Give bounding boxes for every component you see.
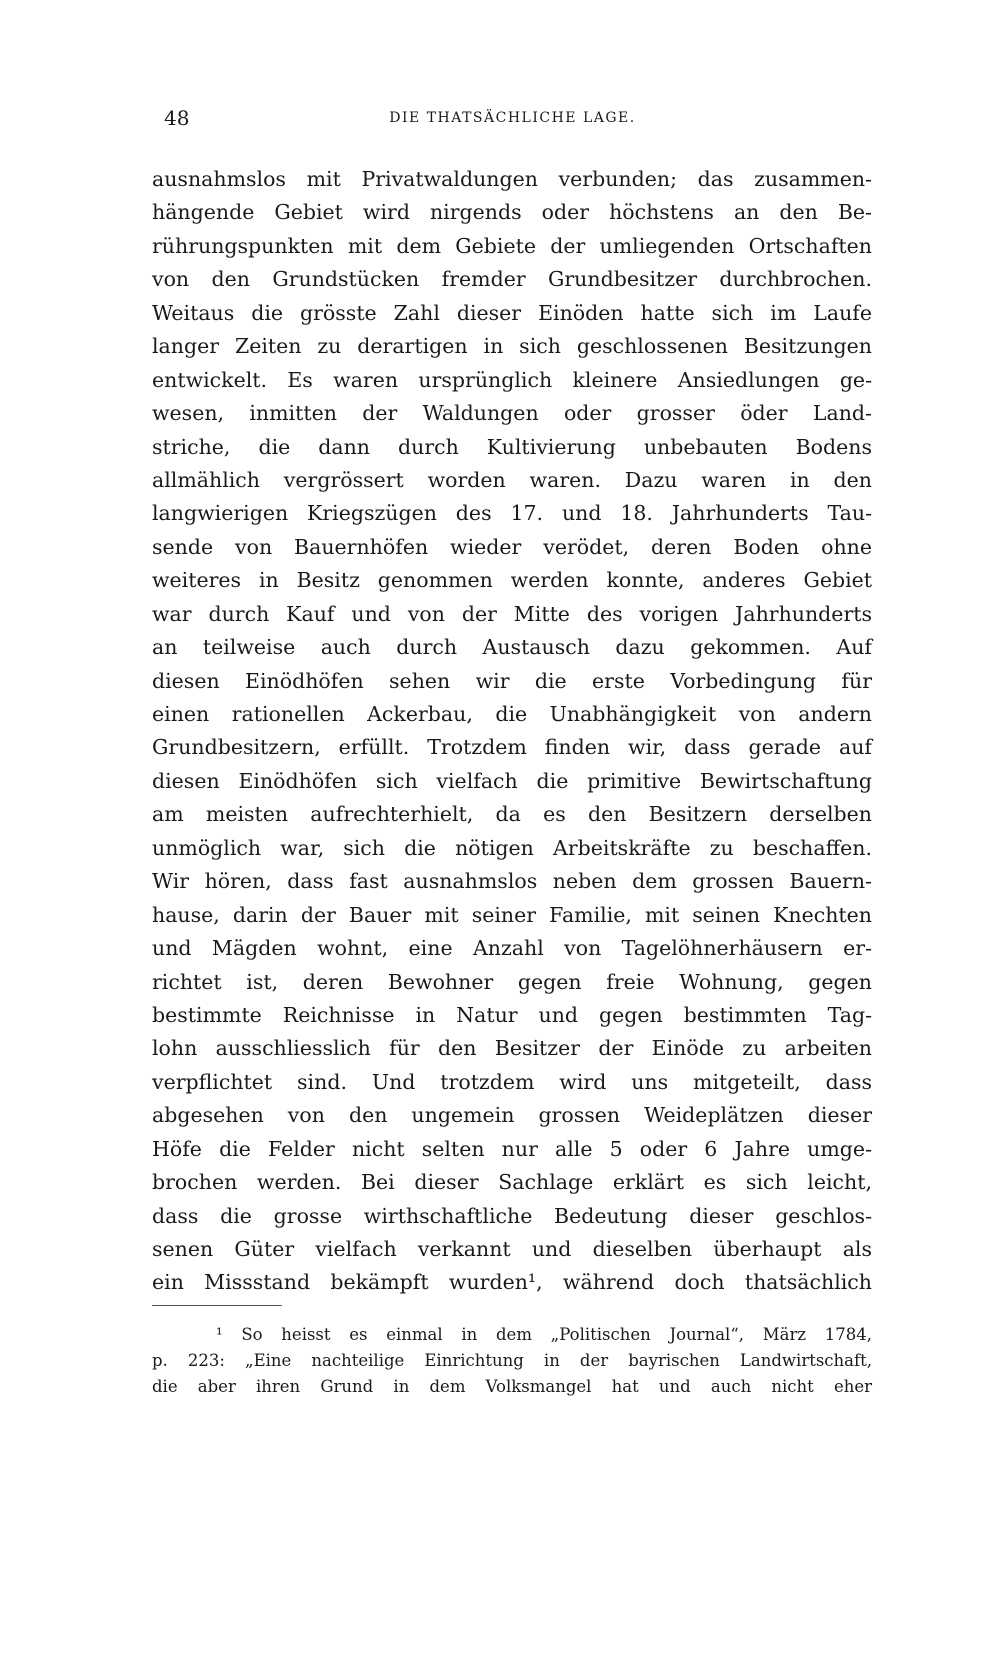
text-line: langwierigen Kriegszügen des 17. und 18. Jahrhunderts Tau-: [152, 501, 872, 526]
text-line: hause, darin der Bauer mit seiner Familie, mit seinen Knechten: [152, 902, 872, 927]
footnote-line: die aber ihren Grund in dem Volksmangel hat und auch nicht eher: [152, 1377, 872, 1396]
text-line: Höfe die Felder nicht selten nur alle 5 oder 6 Jahre umge-: [152, 1136, 872, 1161]
text-line: verpflichtet sind. Und trotzdem wird uns mitgeteilt, dass: [152, 1069, 872, 1094]
text-line: rührungspunkten mit dem Gebiete der umliegenden Ortschaften: [152, 233, 872, 258]
text-line: abgesehen von den ungemein grossen Weideplätzen dieser: [152, 1103, 872, 1128]
body-text: [152, 163, 872, 1300]
text-line: wesen, inmitten der Waldungen oder grosser öder Land-: [152, 401, 872, 426]
text-line: senen Güter vielfach verkannt und dieselben überhaupt als: [152, 1237, 872, 1261]
text-line: hängende Gebiet wird nirgends oder höchstens an den Be-: [152, 200, 872, 225]
text-line: diesen Einödhöfen sich vielfach die primitive Bewirtschaftung: [152, 768, 872, 793]
text-line: langer Zeiten zu derartigen in sich geschlossenen Besitzungen: [152, 334, 872, 359]
text-line: ausnahmslos mit Privatwaldungen verbunden; das zusammen-: [152, 167, 872, 191]
text-line: richtet ist, deren Bewohner gegen freie Wohnung, gegen: [152, 969, 872, 994]
text-line: sende von Bauernhöfen wieder verödet, deren Boden ohne: [152, 534, 872, 559]
footnote-line: ¹ So heisst es einmal in dem „Politischen Journal“, März 1784,: [216, 1325, 872, 1344]
text-line: war durch Kauf und von der Mitte des vorigen Jahrhunderts: [152, 601, 872, 626]
text-line: von den Grundstücken fremder Grundbesitzer durchbrochen.: [152, 267, 872, 292]
text-line: Weitaus die grösste Zahl dieser Einöden hatte sich im Laufe: [152, 300, 872, 325]
text-line: dass die grosse wirthschaftliche Bedeutung dieser geschlos-: [152, 1203, 872, 1228]
text-line: striche, die dann durch Kultivierung unbebauten Bodens: [152, 434, 872, 459]
footnote-line: p. 223: „Eine nachteilige Einrichtung in der bayrischen Landwirtschaft,: [152, 1351, 872, 1370]
page-header: [150, 106, 875, 136]
text-line: unmöglich war, sich die nötigen Arbeitskräfte zu beschaffen.: [152, 835, 872, 860]
text-line: lohn ausschliesslich für den Besitzer der Einöde zu arbeiten: [152, 1036, 872, 1061]
text-line: brochen werden. Bei dieser Sachlage erklärt es sich leicht,: [152, 1170, 872, 1195]
text-line: diesen Einödhöfen sehen wir die erste Vorbedingung für: [152, 668, 872, 693]
footnote-divider: [152, 1305, 282, 1306]
footnotes: [152, 1322, 872, 1400]
text-line: entwickelt. Es waren ursprünglich kleinere Ansiedlungen ge-: [152, 367, 872, 392]
text-line: allmählich vergrössert worden waren. Dazu waren in den: [152, 467, 872, 492]
page-number: 48: [164, 106, 190, 130]
text-line: ein Missstand bekämpft wurden¹, während doch thatsächlich: [152, 1270, 872, 1295]
text-line: Grundbesitzern, erfüllt. Trotzdem finden wir, dass gerade auf: [152, 735, 872, 760]
text-line: bestimmte Reichnisse in Natur und gegen bestimmten Tag-: [152, 1002, 872, 1027]
text-line: weiteres in Besitz genommen werden konnte, anderes Gebiet: [152, 568, 872, 593]
text-line: Wir hören, dass fast ausnahmslos neben dem grossen Bauern-: [152, 869, 872, 894]
running-head: DIE THATSÄCHLICHE LAGE.: [389, 110, 636, 126]
text-line: einen rationellen Ackerbau, die Unabhängigkeit von andern: [152, 702, 872, 726]
text-line: an teilweise auch durch Austausch dazu gekommen. Auf: [152, 635, 872, 660]
text-line: und Mägden wohnt, eine Anzahl von Tagelöhnerhäusern er-: [152, 936, 872, 961]
text-line: am meisten aufrechterhielt, da es den Besitzern derselben: [152, 802, 872, 827]
